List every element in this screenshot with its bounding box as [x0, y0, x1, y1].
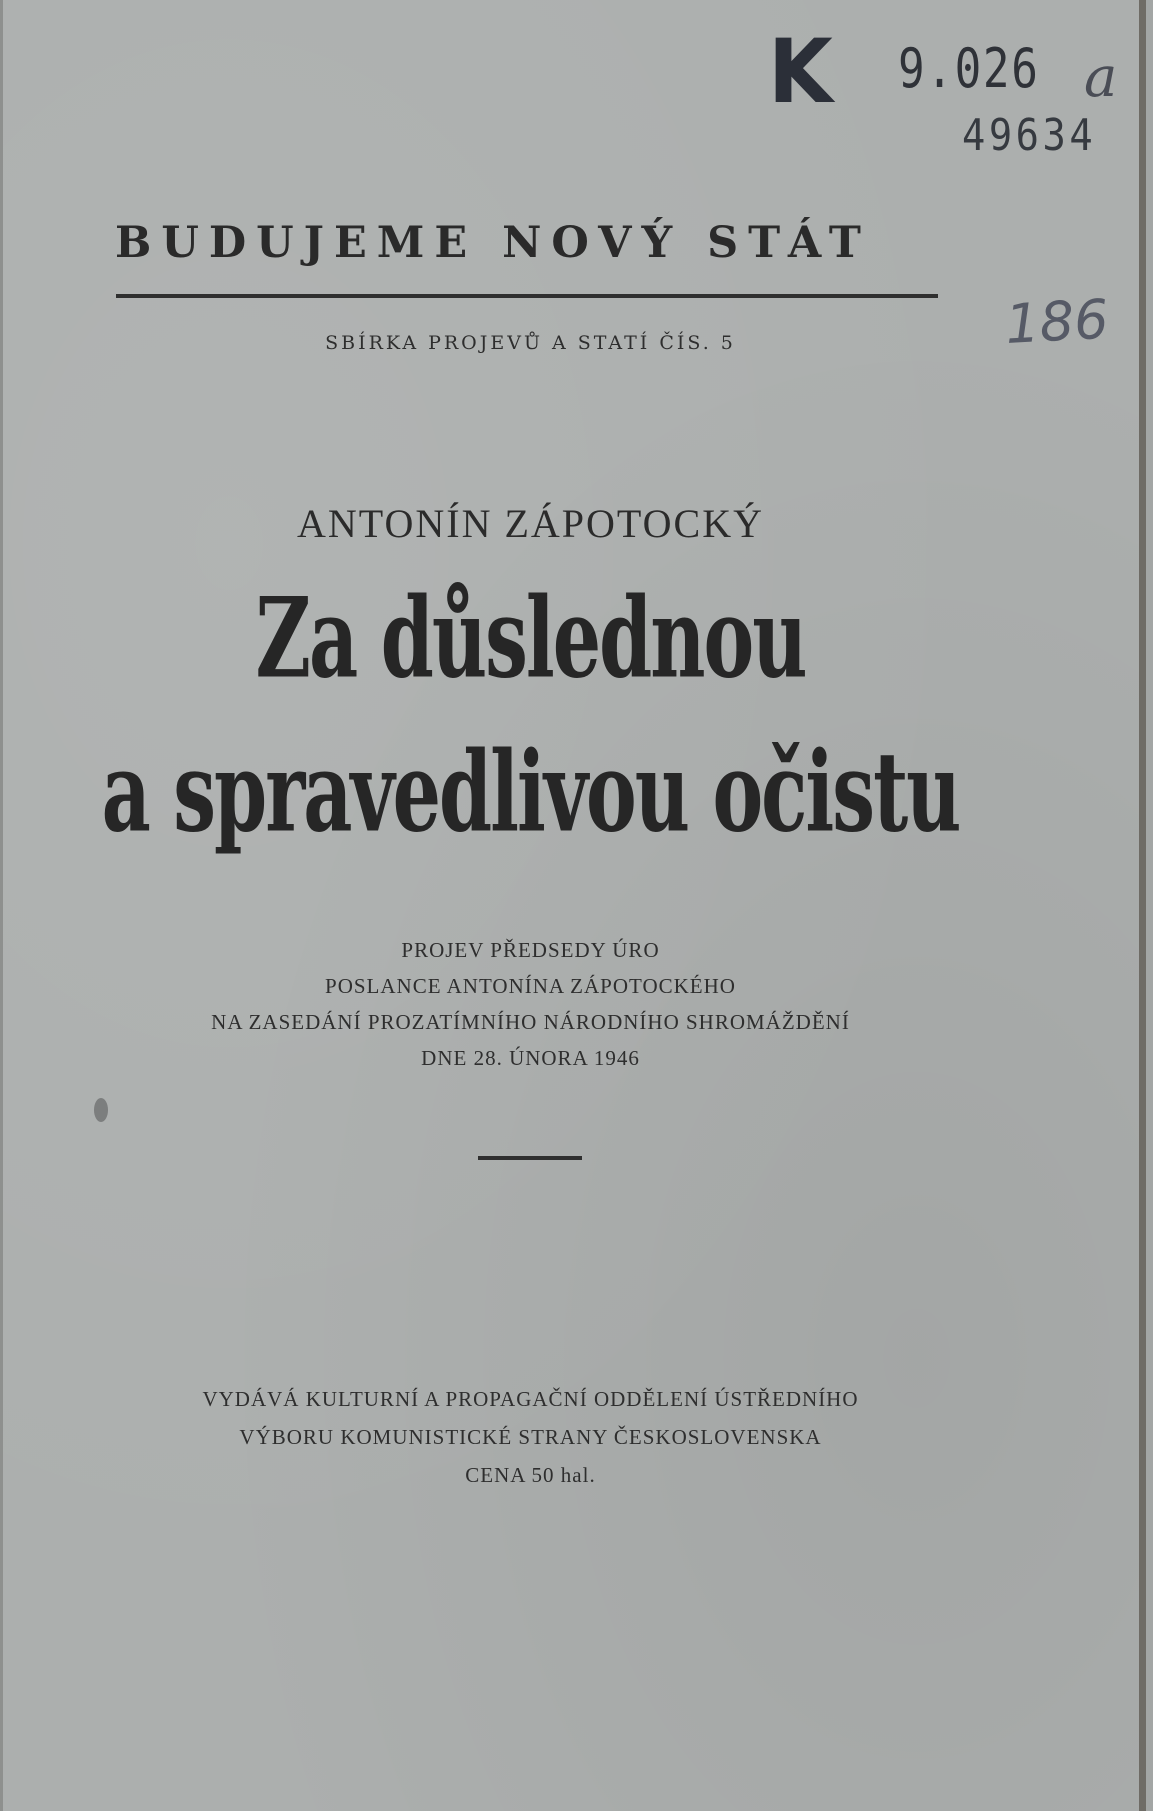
series-title: BUDUJEME NOVÝ STÁT	[115, 218, 871, 268]
occasion-line: PROJEV PŘEDSEDY ÚRO	[401, 938, 660, 962]
occasion-line: POSLANCE ANTONÍNA ZÁPOTOCKÉHO	[325, 974, 736, 998]
publisher-line: VYDÁVÁ KULTURNÍ A PROPAGAČNÍ ODDĚLENÍ ÚSTŘEDNÍHO	[202, 1387, 859, 1411]
occasion-line: DNE 28. ÚNORA 1946	[421, 1046, 640, 1070]
main-title-line-1-text: Za důslednou	[255, 573, 806, 703]
series-subtitle: SBÍRKA PROJEVŮ A STATÍ ČÍS. 5	[325, 332, 736, 354]
handwritten-note: 186	[1003, 287, 1110, 356]
occasion-block	[0, 932, 1061, 1076]
main-title-line-2-text: a spravedlivou očistu	[101, 727, 960, 857]
publisher-block	[0, 1380, 1061, 1494]
series-divider	[116, 294, 938, 298]
page-left-edge	[0, 0, 3, 1811]
occasion-line: NA ZASEDÁNÍ PROZATÍMNÍHO NÁRODNÍHO SHROMÁŽDĚNÍ	[211, 1010, 850, 1034]
page-right-edge	[1139, 0, 1146, 1811]
paper-stain	[94, 1098, 108, 1122]
library-stamp-number-secondary: 49634	[962, 110, 1097, 161]
main-title-line-2	[0, 727, 1061, 857]
publisher-line: VÝBORU KOMUNISTICKÉ STRANY ČESKOSLOVENSKA	[239, 1425, 822, 1449]
center-divider	[478, 1156, 582, 1160]
main-title-line-1	[0, 573, 1061, 703]
price-label: CENA 50 hal.	[465, 1463, 596, 1487]
author-name: ANTONÍN ZÁPOTOCKÝ	[297, 501, 764, 546]
library-stamp-number: 9.026	[898, 37, 1040, 100]
handwritten-suffix: a	[1084, 45, 1118, 110]
library-stamp-letter: K	[768, 20, 833, 123]
